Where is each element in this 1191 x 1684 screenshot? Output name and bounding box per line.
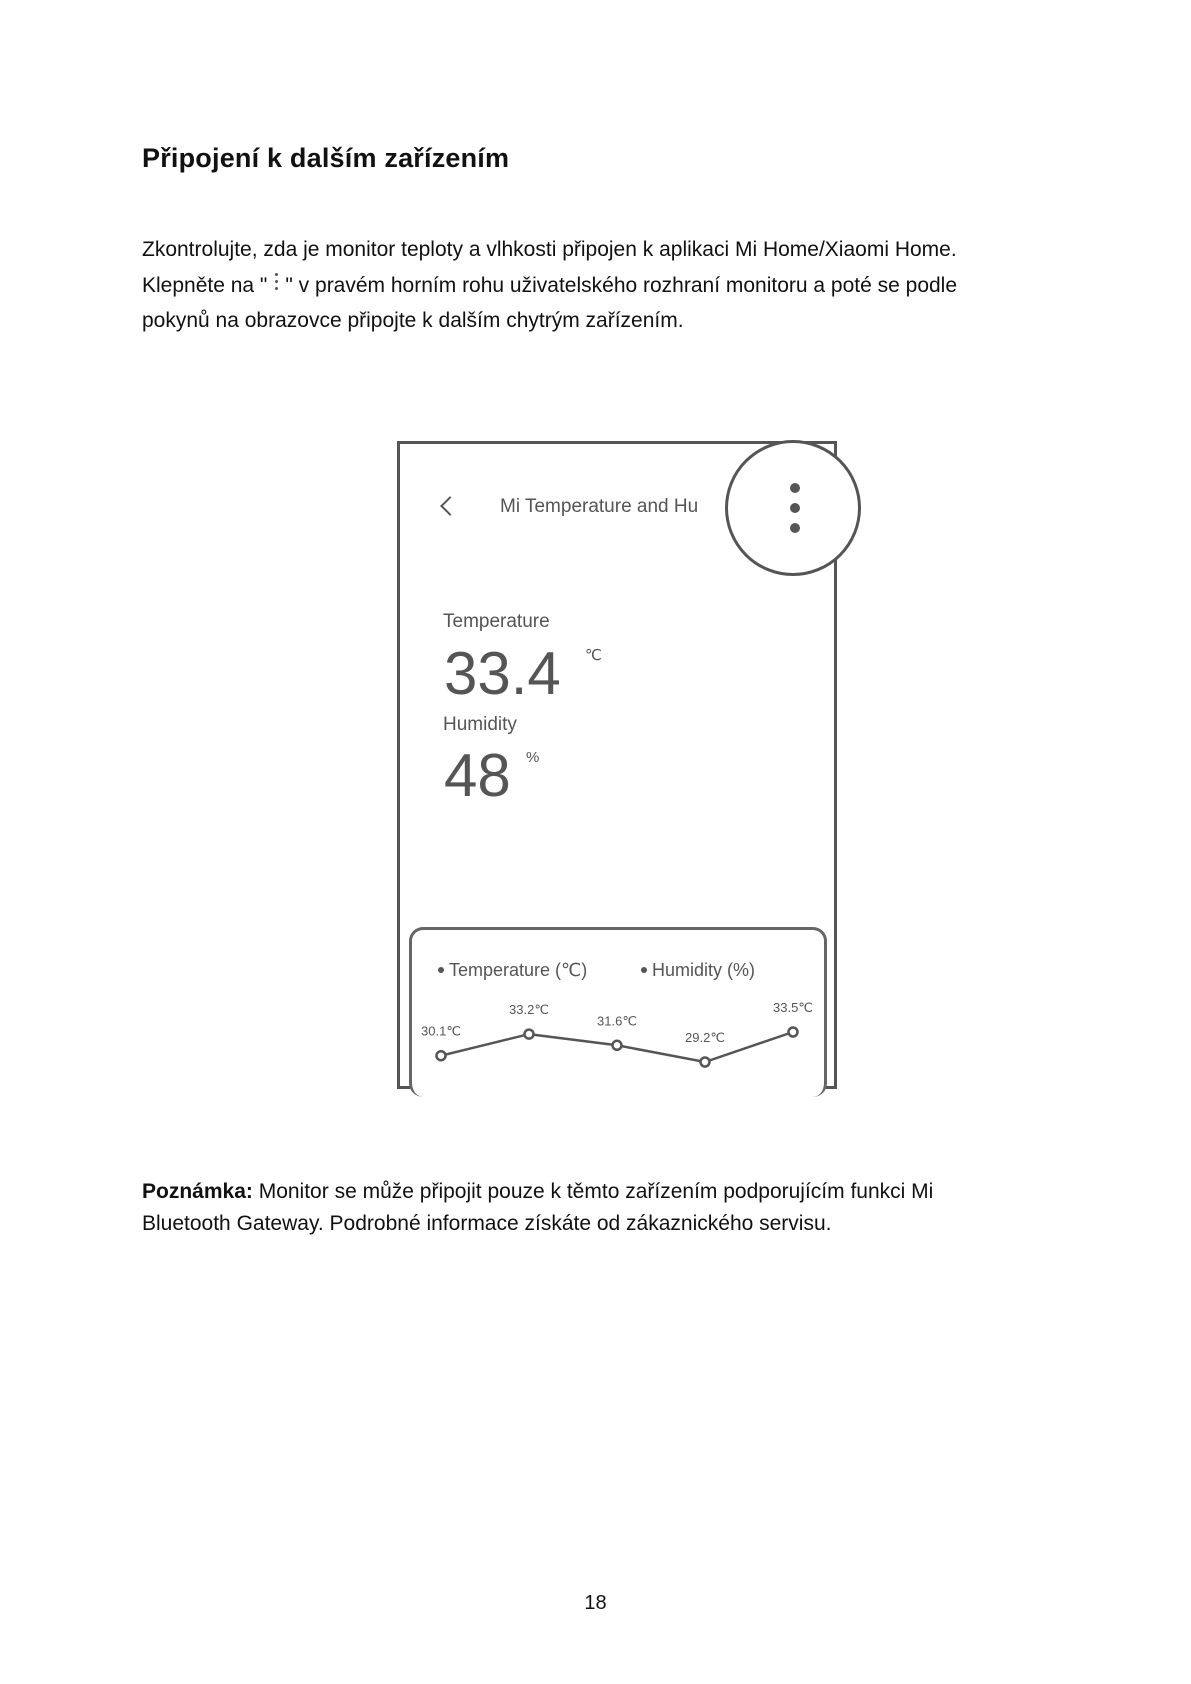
temperature-unit: ℃	[585, 647, 602, 664]
temperature-point-label: 31.6℃	[597, 1013, 637, 1029]
more-vertical-icon[interactable]	[725, 440, 861, 576]
temperature-label: Temperature	[443, 611, 550, 632]
more-vertical-icon	[273, 271, 279, 293]
note-line-1	[142, 1176, 1062, 1208]
instructions-line-2-start: Klepněte na "	[142, 273, 268, 297]
temperature-point	[701, 1058, 710, 1067]
note-label: Poznámka:	[142, 1180, 253, 1203]
temperature-point	[789, 1028, 798, 1037]
note-line-2: Bluetooth Gateway. Podrobné informace získáte od zákaznického servisu.	[142, 1212, 832, 1235]
history-chart-card[interactable]	[409, 927, 827, 1097]
legend-temperature-label: Temperature (℃)	[449, 960, 588, 980]
temperature-point-label: 30.1℃	[421, 1023, 461, 1039]
temperature-point-label: 33.5℃	[773, 1000, 813, 1015]
note-paragraph	[142, 1176, 1062, 1240]
temperature-value: 33.4	[444, 640, 561, 707]
page-number: 18	[584, 1592, 607, 1614]
temperature-point	[613, 1041, 622, 1050]
legend-temperature	[438, 960, 587, 981]
temperature-point-label: 33.2℃	[509, 1002, 549, 1018]
humidity-label: Humidity	[443, 714, 517, 735]
section-heading: Připojení k dalším zařízením	[142, 143, 510, 173]
temperature-point	[525, 1030, 534, 1039]
humidity-unit: %	[526, 749, 540, 766]
legend-humidity-label: Humidity (%)	[652, 960, 756, 980]
instructions-line-2-end: " v pravém horním rohu uživatelského rozhraní monitoru a poté se podle	[285, 273, 958, 297]
temperature-point-label: 29.2℃	[685, 1030, 725, 1045]
temperature-point	[437, 1051, 446, 1060]
humidity-value: 48	[444, 742, 511, 809]
temperature-line-chart	[412, 990, 824, 1100]
legend-humidity	[641, 960, 755, 981]
instructions-paragraph	[142, 232, 1062, 339]
chevron-left-icon[interactable]	[440, 496, 460, 516]
app-title: Mi Temperature and Hu	[500, 496, 699, 517]
instructions-line-3: pokynů na obrazovce připojte k dalším chytrým zařízením.	[142, 309, 684, 332]
instructions-line-1: Zkontrolujte, zda je monitor teploty a vlhkosti připojen k aplikaci Mi Home/Xiaomi Home.	[142, 238, 957, 261]
instructions-line-2	[142, 268, 1062, 304]
note-text-1: Monitor se může připojit pouze k těmto zařízením podporujícím funkci Mi	[252, 1180, 934, 1203]
